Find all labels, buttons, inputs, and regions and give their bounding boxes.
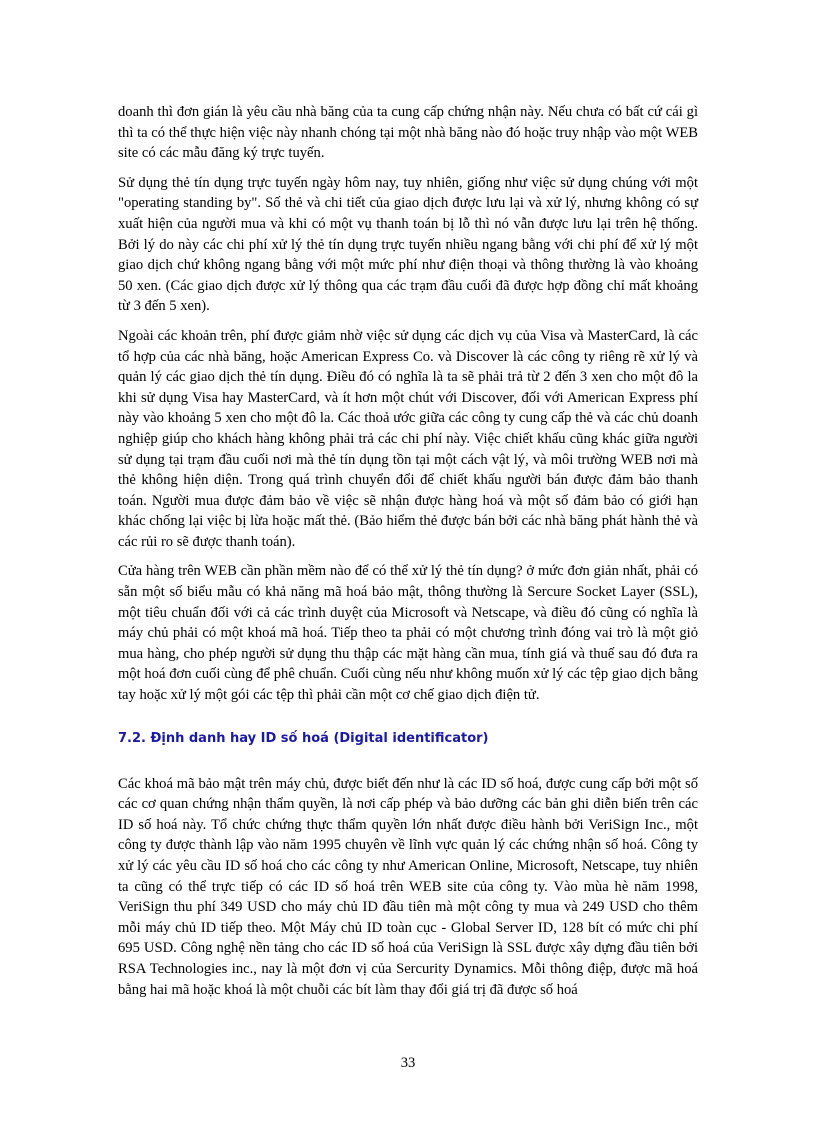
paragraph-4: Cửa hàng trên WEB cần phần mềm nào để có thể xử lý thẻ tín dụng? ở mức đơn giản nhất, phải có sẵn một số biểu mẫu có khả năng mã hoá bảo mật, thông thường là Sercure Socket Layer (SSL), một tiêu chuẩn đối với cả các trình duyệt của Microsoft và Netscape, và điều đó cũng có nghĩa là máy chủ phải có một khoá mã hoá. Tiếp theo ta phải có một chương trình đóng vai trò là một giỏ mua hàng, cho phép người sử dụng thu thập các mặt hàng cần mua, tính giá và thuế sau đó đưa ra một hoá đơn cuối cùng để phê chuẩn. Cuối cùng nếu như không muốn xử lý các tệp giao dịch bằng tay hoặc xử lý một gói các tệp thì phải cần một cơ chế giao dịch điện tử.: [118, 563, 698, 704]
paragraph-3: Ngoài các khoản trên, phí được giảm nhờ việc sử dụng các dịch vụ của Visa và MasterCard, là các tổ hợp của các nhà băng, hoặc American Express Co. và Discover là các công ty riêng rẽ xử lý và quản lý các giao dịch thẻ tín dụng. Điều đó có nghĩa là ta sẽ phải trả từ 2 đến 3 xen cho một đô la khi sử dụng Visa hay MasterCard, và ít hơn một chút với Discover, đối với American Express phí này vào khoảng 5 xen cho một đô la. Các thoả ước giữa các công ty cung cấp thẻ và các chủ doanh nghiệp giúp cho khách hàng không phải trả các chi phí này. Việc chiết khấu cũng khác giữa người sử dụng tại trạm đầu cuối nơi mà thẻ tín dụng tồn tại một cách vật lý, và môi trường WEB nơi mà thẻ không hiện diện. Trong quá trình chuyển đổi để chiết khấu người bán được đảm bảo thanh toán. Người mua được đảm bảo về việc sẽ nhận được hàng hoá và một số đảm bảo có giới hạn khác chống lại việc bị lừa hoặc mất thẻ. (Bảo hiểm thẻ được bán bởi các nhà băng phát hành thẻ và các rủi ro sẽ được thanh toán).: [118, 327, 698, 550]
paragraph-1: doanh thì đơn gián là yêu cầu nhà băng của ta cung cấp chứng nhận này. Nếu chưa có bất cứ cái gì thì ta có thể thực hiện việc này nhanh chóng tại một nhà băng nào đó hoặc truy nhập vào một WEB site có các mẫu đăng ký trực tuyến.: [118, 104, 698, 162]
page-number: 33: [400, 1055, 416, 1071]
document-page: [118, 102, 698, 1009]
paragraph-2: Sử dụng thẻ tín dụng trực tuyến ngày hôm nay, tuy nhiên, giống như việc sử dụng chúng với một "operating standing by". Số thẻ và chi tiết của giao dịch được lưu lại và xử lý, nhưng không có sự xuất hiện của người mua và khi có một vụ thanh toán bị lỗ thì nó vẫn được lưu lại trên hệ thống. Bởi lý do này các chi phí xử lý thẻ tín dụng trực tuyến nhiều ngang bằng với chi phí để xử lý một giao dịch chứ không ngang bằng với một mức phí như điện thoại và thông thường là vào khoảng 50 xen. (Các giao dịch được xử lý thông qua các trạm đầu cuối đã được hợp đồng chỉ mất khoảng từ 3 đến 5 xen).: [118, 174, 698, 315]
section-heading: 7.2. Định danh hay ID số hoá (Digital identificator): [118, 730, 489, 746]
paragraph-5: Các khoá mã bảo mật trên máy chủ, được biết đến như là các ID số hoá, được cung cấp bởi một số các cơ quan chứng nhận thẩm quyền, là nơi cấp phép và bảo dưỡng các bản ghi diễn biến trên các ID số hoá này. Tổ chức chứng thực thẩm quyền lớn nhất được điều hành bởi VeriSign Inc., một công ty được thành lập vào năm 1995 chuyên về lĩnh vực quản lý các chứng nhận số hoá. Công ty xử lý các yêu cầu ID số hoá cho các công ty như American Online, Microsoft, Netscape, tuy nhiên ta cũng có thể trực tiếp có các ID số hoá trên WEB site của công ty. Vào mùa hè năm 1998, VeriSign thu phí 349 USD cho máy chủ ID đầu tiên mà một công ty mua và 249 USD cho thêm mỗi máy chủ ID tiếp theo. Một Máy chủ ID toàn cục - Global Server ID, 128 bít có mức chi phí 695 USD. Công nghệ nền tảng cho các ID số hoá của VeriSign là SSL được xây dựng đầu tiên bởi RSA Technologies inc., nay là một đơn vị của Sercurity Dynamics. Mỗi thông điệp, được mã hoá bằng hai mã hoặc khoá là một chuỗi các bít làm thay đổi giá trị đã được số hoá: [118, 775, 698, 998]
